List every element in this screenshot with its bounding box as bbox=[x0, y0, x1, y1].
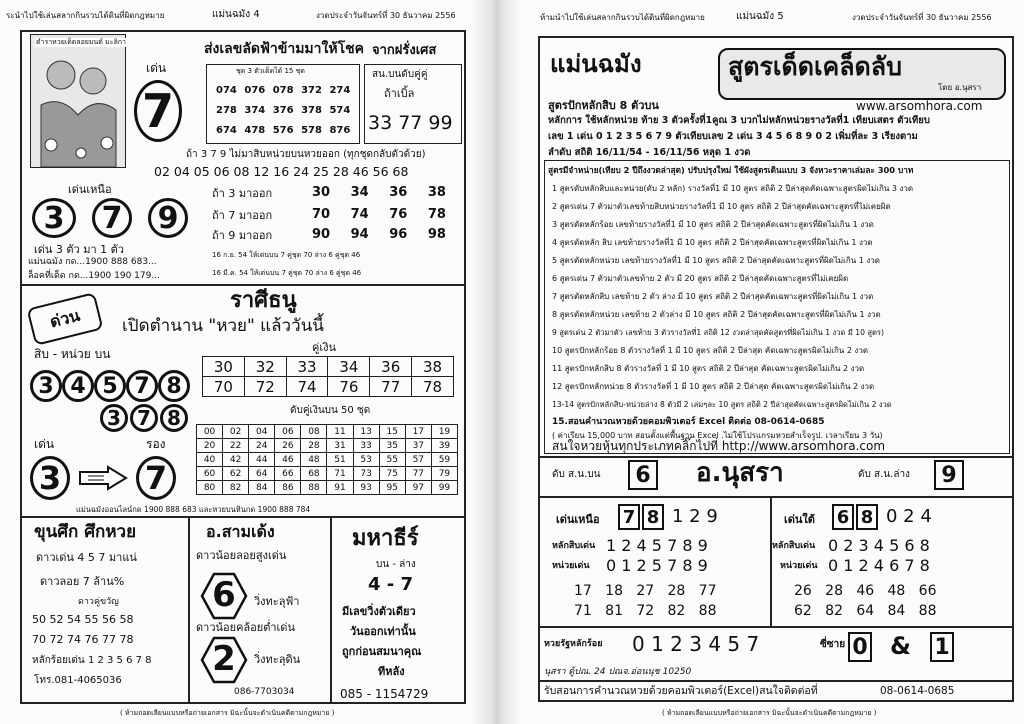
s3b-line-1: ดาวน้อยลอยสูงเด่น bbox=[196, 549, 287, 562]
zig-digit-1: 0 bbox=[848, 632, 872, 662]
sets-row-2: 278 374 376 378 574 bbox=[216, 105, 351, 116]
north-block-label: เด่นเหนือ bbox=[556, 513, 600, 526]
pairs-table: 30 32 33 34 36 38 70 72 74 76 77 78 bbox=[202, 356, 454, 397]
formula-item-9: 9 สูตรเด่น 2 ตัวมาตัว เลขท้าย 3 ตัวรางวัลที่1 สถิติ 12 งวดล่าสุดคัดสูตรที่ผิดไม่เกิน 1 งวด มี 10 สูตร) bbox=[552, 328, 884, 337]
sib-digit-2: 4 bbox=[62, 370, 94, 402]
s3c-numbers: 4 - 7 bbox=[368, 574, 414, 595]
sets-row-1: 074 076 078 372 274 bbox=[216, 85, 351, 96]
north-row-1: 17 18 27 28 77 bbox=[574, 583, 717, 599]
phone-2: ล็อคที่เด็ด กด...1900 190 179... bbox=[28, 271, 160, 281]
s3b-digit-2: 2 bbox=[212, 639, 236, 679]
formula-item-1: 1 สูตรดับหลักสิบและหน่วย(ดับ 2 หลัก) รางวัลที่1 มี 10 สูตร สถิติ 2 ปีล่าสุดคัดเฉพาะสูตรผิดไม่เกิน 3 งวด bbox=[552, 184, 914, 193]
s3a-title: ขุนศึก ศึกหวย bbox=[34, 522, 137, 542]
phone-1: แม่นฉมัง กด...1900 888 683... bbox=[28, 257, 157, 267]
south-rest: 0 2 4 bbox=[886, 506, 932, 527]
if-2-values: 70 74 76 78 bbox=[312, 207, 446, 222]
zig-digit-2: 1 bbox=[930, 632, 954, 662]
if-2-key: ถ้า 7 มาออก bbox=[212, 209, 273, 222]
s3a-row-2: ดาวลอย 7 ล้าน% bbox=[40, 575, 125, 588]
divider bbox=[538, 626, 1014, 628]
right-warning: ห้ามนำไปใช้เล่นสลากกินรวบได้ดินที่ผิดกฎหมาย bbox=[540, 13, 705, 22]
formula-item-6: 6 สูตรเด่น 7 ตัวมาตัวเลขท้าย 2 ตัว มี 20 สูตร สถิติ 2 ปีล่าสุดคัดเฉพาะสูตรที่ไม่เคยผิด bbox=[552, 274, 849, 283]
banner-title: สูตรเด็ดเคล็ดลับ bbox=[728, 52, 902, 81]
logo-caption: ตำราหวยเด็ดลอยมนต์ มะลิกา bbox=[36, 38, 126, 46]
s3a-pair-label: ดาวคู่ขวัญ bbox=[78, 597, 119, 607]
zig-label: ซี่ซาย bbox=[820, 639, 846, 650]
sib-digit-3: 5 bbox=[94, 370, 126, 402]
france-sub2: ถ้าเบิ้ล bbox=[384, 87, 415, 100]
s3a-pairs-2: 70 72 74 76 77 78 bbox=[32, 633, 134, 646]
formula-item-13: 13-14 สูตรปักหลักสิบ-หน่วยล่าง 8 ตัวมี 2 เล่มๆละ 10 สูตร สถิติ 2 ปีล่าสุดคัดเฉพาะสูตรผิดไม่เกิน 2 งวด bbox=[552, 400, 892, 409]
north-box-1: 7 bbox=[618, 504, 640, 530]
three-digit-2: 7 bbox=[130, 404, 158, 432]
ten-digit-circle: 7 bbox=[134, 80, 182, 142]
divider bbox=[538, 680, 1014, 682]
formula-item-2: 2 สูตรเด่น 7 ตัวมาตัวเลขท้ายสิบหน่วยรางวัลที่1 มี 10 สูตร สถิติ 2 ปีล่าสุดคัดเฉพาะสูตรที่ไม่เคยผิด bbox=[552, 202, 891, 211]
left-warning: ระนำไปใช้เล่นสลากกินรวบได้ดินที่ผิดกฎหมาย bbox=[6, 11, 165, 20]
brand: แม่นฉมัง bbox=[550, 50, 642, 78]
s3c-line-2: วันออกเท่านั้น bbox=[350, 625, 416, 638]
s3a-phone: โทร.081-4065036 bbox=[34, 675, 122, 686]
grid-label: ดับคู่เงินบน 50 ชุด bbox=[290, 405, 371, 416]
s3c-line-4: ทีหลัง bbox=[378, 665, 405, 678]
bar-left-digit: 6 bbox=[628, 460, 658, 490]
formula-item-4: 4 สูตรตัดหลัก สิบ เลขท้ายรางวัลที่1 มี 10 สูตร สถิติ 2 ปีล่าสุดคัดเฉพาะสูตรที่ผิดไม่เกิน 1 งวด bbox=[552, 238, 873, 247]
mermaid-icon bbox=[31, 35, 125, 167]
stat-2: 16 มี.ค. 54 ให้เด่นบน 7 คู่ชุด 70 ล่าง 6 คู่ชุด 46 bbox=[212, 269, 362, 277]
bottom-numbers: 0 1 2 3 4 5 7 bbox=[632, 632, 760, 656]
urgent-badge: ด่วน bbox=[26, 292, 103, 346]
south-box-2: 8 bbox=[856, 504, 878, 530]
sub-digit: 7 bbox=[136, 456, 176, 500]
s1-number-row: 02 04 05 06 08 12 16 24 25 28 46 56 68 bbox=[154, 164, 409, 179]
right-date: งวดประจำวันจันทร์ที่ 30 ธันวาคม 2556 bbox=[852, 13, 992, 22]
bottom-address: นุสรา ตู้ปณ. 24 ปณจ.อ่อนนุช 10250 bbox=[544, 667, 692, 677]
s2-title: ราศีธนู bbox=[230, 288, 297, 313]
divider bbox=[770, 496, 772, 626]
france-title: จากฝรั่งเศส bbox=[372, 43, 437, 58]
south-box-1: 6 bbox=[832, 504, 854, 530]
if-3-key: ถ้า 9 มาออก bbox=[212, 229, 273, 242]
formula-course: 15.สอนคำนวณหวยด้วยคอมพิวเตอร์ Excel ติดต่อ 08-0614-0685 bbox=[552, 417, 825, 427]
south-nuay: 0 1 2 4 6 7 8 bbox=[828, 556, 930, 575]
top-line-2: หลักการ ใช้หลักหน่วย ท้าย 3 ตัวครั้งที่1คูณ 3 บวกไม่หลักหน่วยรางวัลที่1 เทียบเสตร ตัวเทียบ bbox=[548, 115, 930, 126]
right-page-number: แม่นฉมัง 5 bbox=[736, 11, 784, 22]
north-rest: 1 2 9 bbox=[672, 506, 718, 527]
left-date: งวดประจำวันจันทร์ที่ 30 ธันวาคม 2556 bbox=[316, 11, 456, 20]
south-block-label: เด่นใต้ bbox=[784, 513, 815, 526]
s3b-line-2: ดาวน้อยคล้อยต่ำเด่น bbox=[196, 621, 295, 634]
hexagon-2 bbox=[200, 636, 248, 684]
sib-label: สิบ - หน่วย บน bbox=[34, 347, 111, 361]
divider bbox=[188, 516, 190, 704]
s3b-text-1: วิ่งทะลุฟ้า bbox=[254, 595, 300, 608]
north-sib-label: หลักสิบเด่น bbox=[552, 541, 596, 551]
sib-digit-5: 8 bbox=[158, 370, 190, 402]
s1-title: ส่งเลขลัดฟ้าข้ามมาให้โชค bbox=[204, 41, 364, 57]
north-digit-3: 9 bbox=[148, 198, 188, 238]
s2-subtitle: เปิดตำนาน "หวย" แล้ววันนี้ bbox=[122, 316, 324, 336]
number-grid: 00 02 04 06 08 11 13 15 17 19 20 22 24 26 28 31 33 35 37 39 40 42 44 46 48 51 53 55 57 59 60 62 64 66 68 71 73 75 77 79 80 82 84 86 88 91 93 95 97 99 bbox=[196, 424, 458, 495]
s3c-sub: บน - ล่าง bbox=[376, 559, 416, 570]
north-box-2: 8 bbox=[642, 504, 664, 530]
page-gutter bbox=[470, 0, 522, 724]
three-digit-1: 3 bbox=[100, 404, 128, 432]
s3a-pairs-1: 50 52 54 55 56 58 bbox=[32, 613, 134, 626]
north-digit-1: 3 bbox=[32, 198, 76, 238]
bottom-label: หวยรัฐหลักร้อย bbox=[544, 639, 603, 649]
ten-label: เด่น bbox=[146, 61, 167, 75]
if-1-values: 30 34 36 38 bbox=[312, 185, 446, 200]
north-label: เด่นเหนือ bbox=[68, 183, 112, 196]
pointing-hand-icon bbox=[78, 464, 130, 492]
if-1-key: ถ้า 3 มาออก bbox=[212, 187, 273, 200]
main-digit: 3 bbox=[30, 456, 70, 500]
south-sib-label: หลักสิบเด่น bbox=[772, 541, 816, 551]
three-label: เด่น 3 ตัว มา 1 ตัว bbox=[34, 243, 124, 256]
hexagon-1 bbox=[200, 572, 248, 620]
france-sub: สน.บนดับคู่คู่ bbox=[372, 69, 428, 80]
south-sib: 0 2 3 4 5 6 8 bbox=[828, 536, 930, 555]
top-url: www.arsomhora.com bbox=[856, 99, 983, 113]
if-3-values: 90 94 96 98 bbox=[312, 227, 446, 242]
bar-name: อ.นุสรา bbox=[696, 458, 784, 488]
formula-item-5: 5 สูตรตัดหลักหน่วย เลขท้ายรางวัลที่1 มี 10 สูตร สถิติ 2 ปีล่าสุดคัดเฉพาะสูตรที่ผิดไม่เกิน 1 งวด bbox=[552, 256, 880, 265]
s3c-title: มหาธีร์ bbox=[352, 526, 419, 551]
s3a-row-1: ดาวเด่น 4 5 7 มาแน่ bbox=[36, 551, 137, 564]
north-nuay: 0 1 2 5 7 8 9 bbox=[606, 556, 708, 575]
north-row-2: 71 81 72 82 88 bbox=[574, 603, 717, 619]
left-footer: ( ห้ามถอดเลียนแบบหรือถ่ายเอกสาร มิฉะนั้นจะดำเนินคดีตามกฎหมาย ) bbox=[120, 709, 335, 717]
formula-item-7: 7 สูตรตัดหลักสิบ เลขท้าย 2 ตัว ล่าง มี 10 สูตร สถิติ 2 ปีล่าสุดคัดเฉพาะสูตรที่ผิดไม่เกิน 1 งวด bbox=[552, 292, 874, 301]
s3b-phone: 086-7703034 bbox=[234, 687, 295, 697]
divider bbox=[330, 516, 332, 704]
main-label: เด่น bbox=[34, 437, 55, 451]
s1-note: ถ้า 3 7 9 ไม่มาสิบหน่วยบนหวยออก (ทุกชุดกลับตัวด้วย) bbox=[186, 149, 426, 160]
s3b-title: อ.สามเด้ง bbox=[206, 522, 275, 541]
zig-ampersand: & bbox=[890, 632, 911, 660]
formula-head: สูตรมีจำหน่าย(เทียบ 2 ปีถึงงวดล่าสุด) ปรับปรุงใหม่ ใช้ผังสูตรเดินแบบ 3 จังหวะราคาเล่มละ 300 บาท bbox=[548, 165, 914, 175]
formula-link[interactable]: สนใจหวยหุ้นทุกประเภทคลิ๊กไปที่ http://www.arsomhora.com bbox=[552, 439, 886, 453]
sib-digit-4: 7 bbox=[126, 370, 158, 402]
banner-subtitle: โดย อ.นุสรา bbox=[938, 83, 982, 92]
top-line-3: เลข 1 เด่น 0 1 2 3 5 6 7 9 ตัวเทียบเลข 2 เด่น 3 4 5 6 8 9 0 2 เพิ่มที่ละ 3 เรียงตาม bbox=[548, 131, 918, 142]
s3b-digit-1: 6 bbox=[212, 575, 236, 615]
three-digit-3: 8 bbox=[160, 404, 188, 432]
south-nuay-label: หน่วยเด่น bbox=[780, 561, 818, 571]
north-nuay-label: หน่วยเด่น bbox=[552, 561, 590, 571]
stat-1: 16 ก.ย. 54 ให้เด่นบน 7 คู่ชุด 70 ล่าง 6 คู่ชุด 46 bbox=[212, 251, 361, 259]
south-row-1: 26 28 46 48 66 bbox=[794, 583, 937, 599]
formula-item-8: 8 สูตรตัดหลักหน่วย เลขท้าย 2 ตัวล่าง มี 10 สูตร สถิติ 2 ปีล่าสุดคัดเฉพาะสูตรที่ผิดไม่เกิน 1 งวด bbox=[552, 310, 881, 319]
bar-right-digit: 9 bbox=[934, 460, 964, 490]
s3a-hundreds: หลักร้อยเด่น 1 2 3 5 6 7 8 bbox=[32, 655, 152, 666]
s3c-line-3: ถูกก่อนสมนาคุณ bbox=[342, 645, 422, 658]
formula-course-note: ( ค่าเรียน 15,000 บาท สอนตั้งแต่พื้นฐาน Excel .ไม่ใช้โปรแกรมหวยสำเร็จรูป. เวลาเรียน 3 วัน) bbox=[552, 431, 883, 440]
south-row-2: 62 82 64 84 88 bbox=[794, 603, 937, 619]
divider bbox=[20, 284, 466, 286]
sets-row-3: 674 478 576 578 876 bbox=[216, 125, 351, 136]
bar-right-label: ดับ ส.น.ล่าง bbox=[858, 469, 910, 480]
s2-footer: แม่นฉมังออนไลน์กด 1900 888 683 และหวยบนหินกด 1900 888 784 bbox=[76, 505, 311, 514]
pairs-label: คู่เงิน bbox=[312, 341, 337, 354]
sub-label: รอง bbox=[146, 437, 166, 451]
top-line-4: ลำดับ สถิติ 16/11/54 - 16/11/56 หลุด 1 งวด bbox=[548, 147, 751, 158]
s3c-phone: 085 - 1154729 bbox=[340, 687, 429, 701]
left-page-number: แม่นฉมัง 4 bbox=[212, 9, 260, 20]
bar-left-label: ดับ ส.น.บน bbox=[552, 469, 601, 480]
formula-item-12: 12 สูตรปักหลักหน่วย 8 ตัวรางวัลที่ 1 มี 10 สูตร สถิติ 2 ปีล่าสุด คัดเฉพาะสูตรผิดไม่เกิน 2 งวด bbox=[552, 382, 875, 391]
formula-item-11: 11 สูตรปักหลักสิบ 8 ตัวรางวัลที่ 1 มี 10 สูตร สถิติ 2 ปีล่าสุด คัดเฉพาะสูตรผิดไม่เกิน 2 งวด bbox=[552, 364, 865, 373]
north-sib: 1 2 4 5 7 8 9 bbox=[606, 536, 708, 555]
bottom-phone: 08-0614-0685 bbox=[880, 685, 955, 697]
s3c-line-1: มีเลขวิ่งตัวเดียว bbox=[342, 605, 416, 618]
france-numbers: 33 77 99 bbox=[368, 112, 453, 134]
formula-item-10: 10 สูตรปักหลักร้อย 8 ตัวรางวัลที่ 1 มี 10 สูตร สถิติ 2 ปีล่าสุด คัดเฉพาะสูตรผิดไม่เกิน 2 งวด bbox=[552, 346, 869, 355]
divider bbox=[20, 516, 466, 518]
bottom-course: รับสอนการคำนวณหวยด้วยคอมพิวเตอร์(Excel)สนใจติดต่อที่ bbox=[544, 685, 818, 697]
formula-item-3: 3 สูตรดัดหลักร้อย เลขท้ายรางวัลที่1 มี 10 สูตร สถิติ 2 ปีล่าสุดคัดเฉพาะสูตรที่ผิดไม่เกิน 1 งวด bbox=[552, 220, 874, 229]
mermaid-illustration bbox=[30, 34, 126, 168]
right-footer: ( ห้ามถอดเลียนแบบหรือถ่ายเอกสาร มิฉะนั้นจะดำเนินคดีตามกฎหมาย ) bbox=[662, 709, 877, 717]
divider bbox=[538, 496, 1014, 498]
north-digit-2: 7 bbox=[92, 198, 132, 238]
sets-label: ชุด 3 ตัวเด็ดได้ 15 ชุด bbox=[236, 67, 305, 75]
s3b-text-2: วิ่งทะลุดิน bbox=[254, 653, 301, 666]
top-line-1: สูตรปักหลักสิบ 8 ตัวบน bbox=[548, 99, 659, 112]
sib-digit-1: 3 bbox=[30, 370, 62, 402]
